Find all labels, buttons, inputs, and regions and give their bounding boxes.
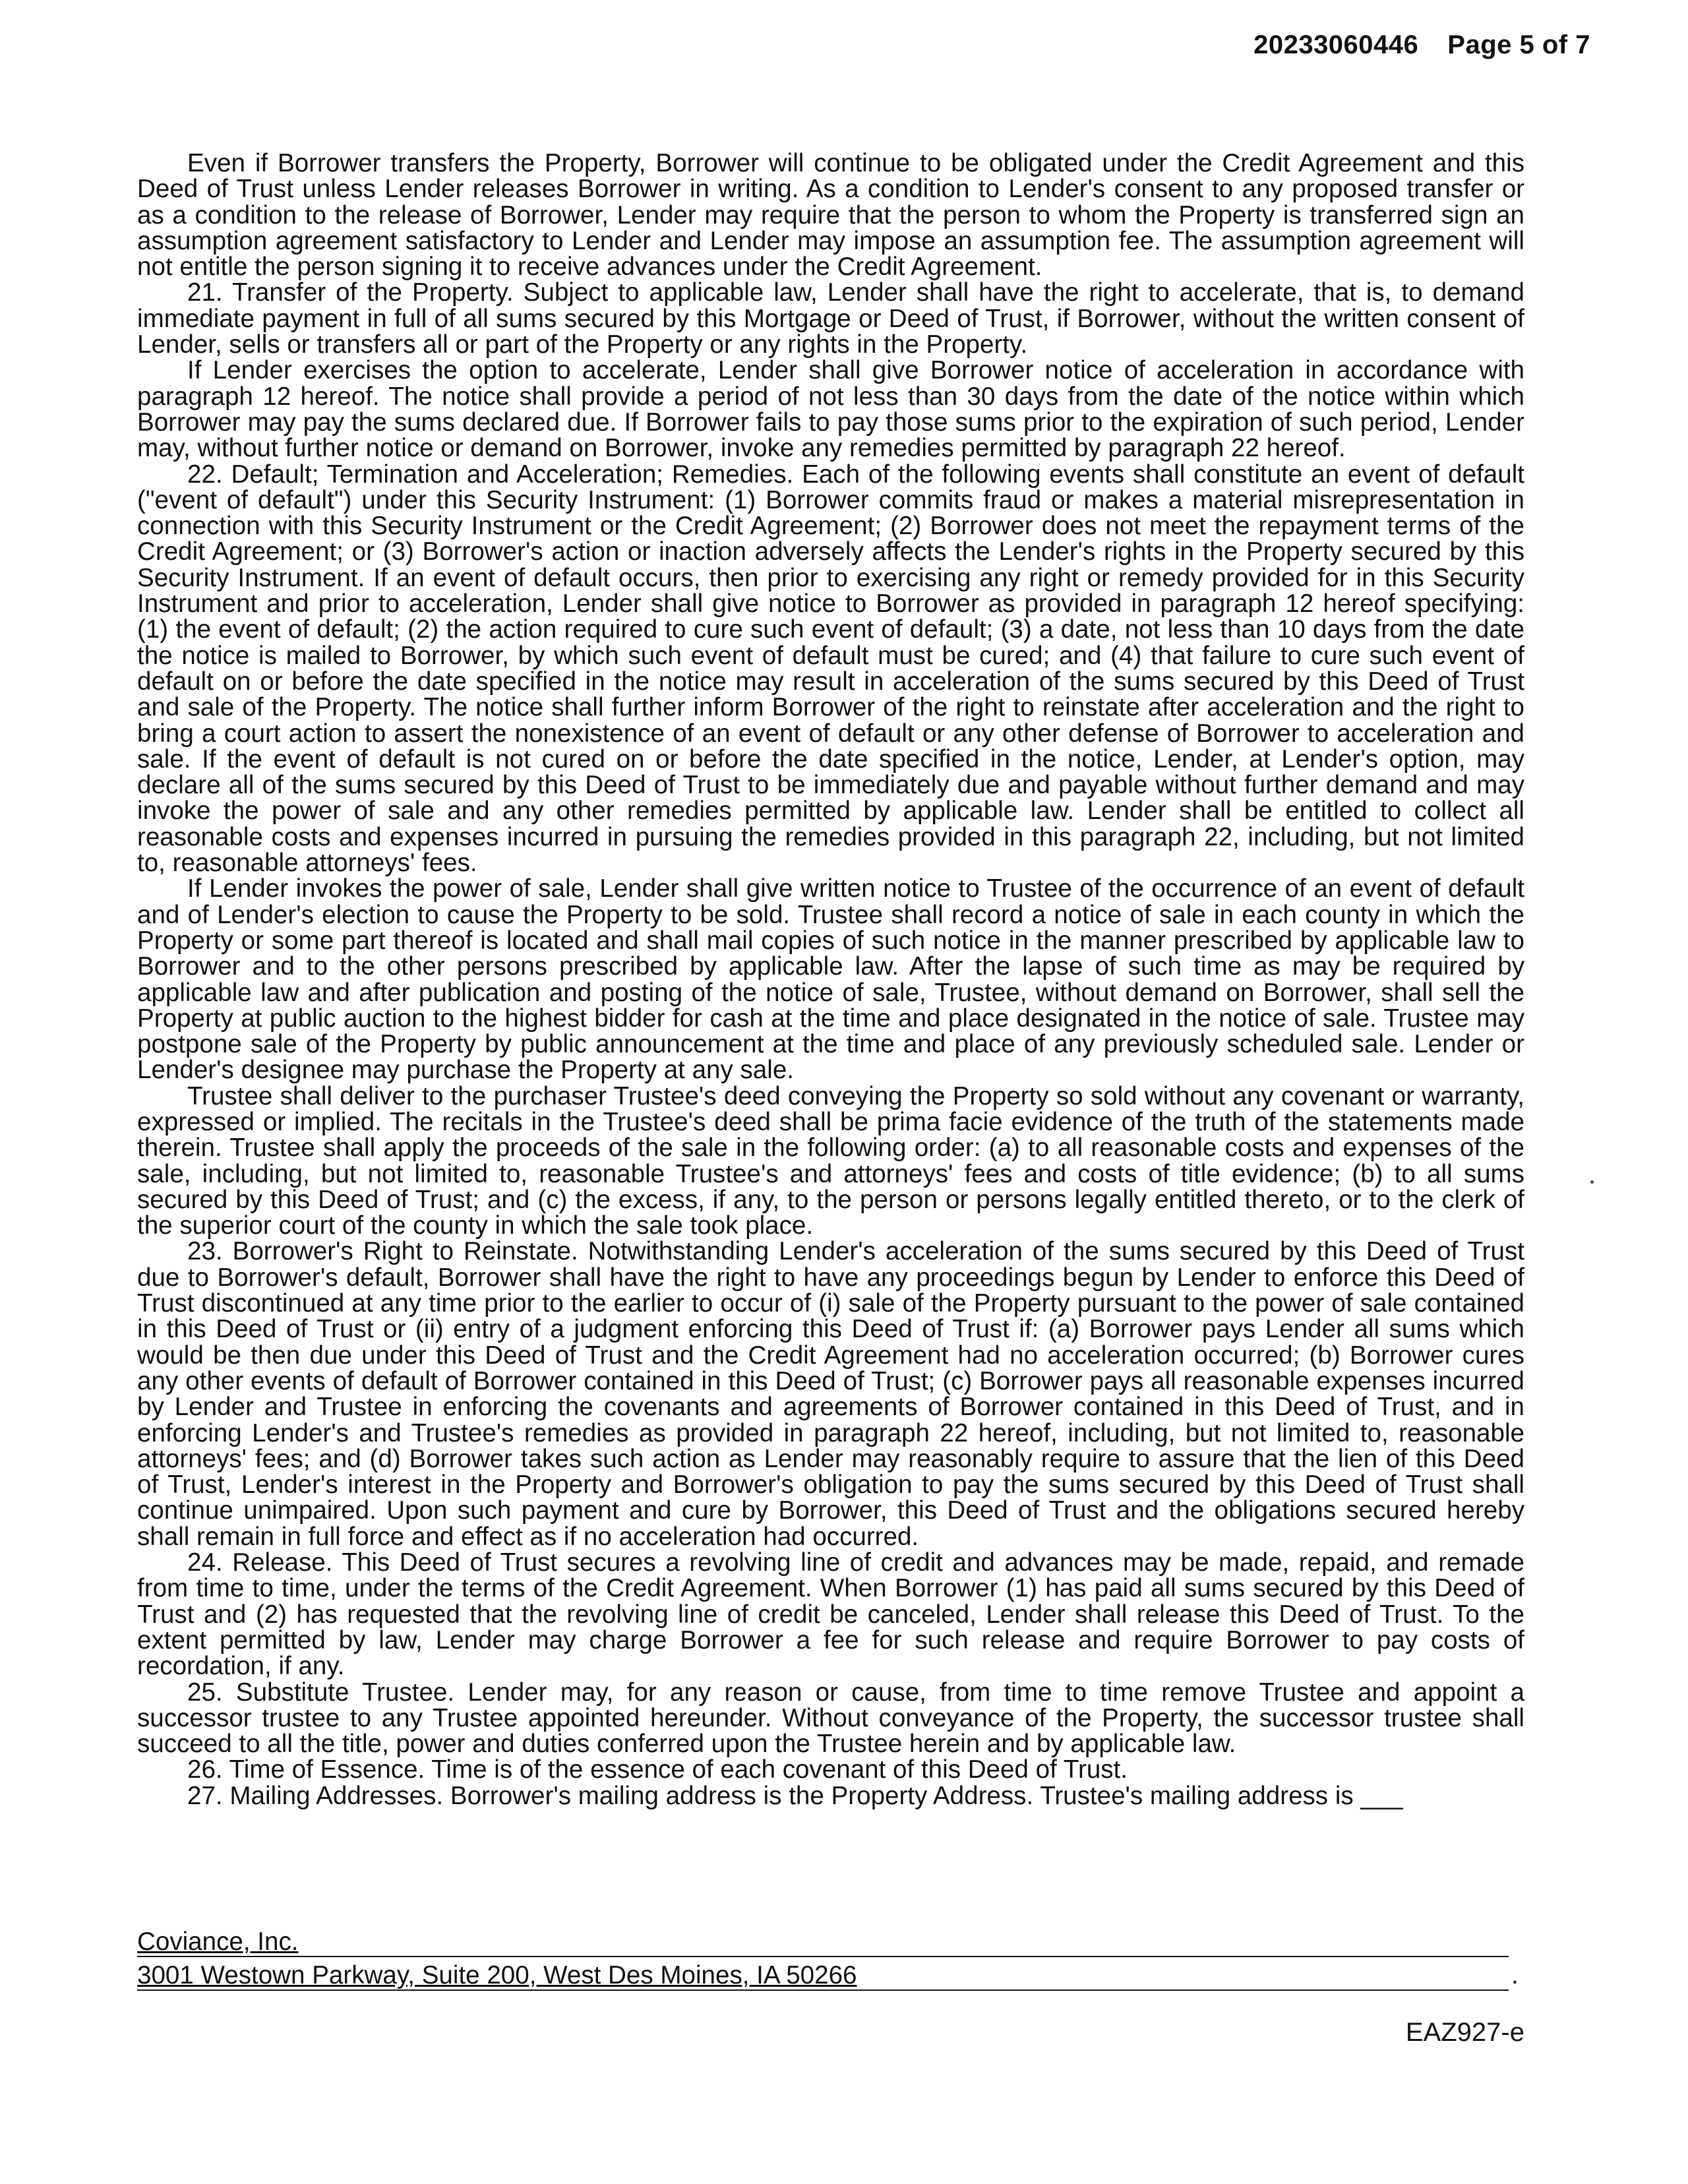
trustee-street-line: 3001 Westown Parkway, Suite 200, West Des Moines, IA 50266: [137, 1962, 1509, 1991]
address-trailing-period: .: [1511, 1961, 1519, 1989]
paragraph-power-of-sale: If Lender invokes the power of sale, Lender shall give written notice to Trustee of the occurrence of an event of default and of Lender's election to cause the Property to be sold. Trustee shall record a notice of sale in each county in which the Property or some part thereof is located and shall mail copies of such notice in the manner prescribed by applicable law to Borrower and to the other persons prescribed by applicable law. After the lapse of such time as may be required by applicable law and after publication and posting of the notice of sale, Trustee, without demand on Borrower, shall sell the Property at public auction to the highest bidder for cash at the time and place designated in the notice of sale. Trustee may postpone sale of the Property by public announcement at the time and place of any previously scheduled sale. Lender or Lender's designee may purchase the Property at any sale.: [137, 874, 1524, 1085]
paragraph-22-default: 22. Default; Termination and Acceleration; Remedies. Each of the following events shall constitute an event of default ("event of default") under this Security Instrument: (1) Borrower commits fraud or makes a material misrepresentation in connection with this Security Instrument or the Credit Agreement; (2) Borrower does not meet the repayment terms of the Credit Agreement; or (3) Borrower's action or inaction adversely affects the Lender's rights in the Property secured by this Security Instrument. If an event of default occurs, then prior to exercising any right or remedy provided for in this Security Instrument and prior to acceleration, Lender shall give notice to Borrower as provided in paragraph 12 hereof specifying: (1) the event of default; (2) the action required to cure such event of default; (3) a date, not less than 10 days from the date the notice is mailed to Borrower, by which such event of default must be cured; and (4) that failure to cure such event of default on or before the date specified in the notice may result in acceleration of the sums secured by this Deed of Trust and sale of the Property. The notice shall further inform Borrower of the right to reinstate after acceleration and the right to bring a court action to assert the nonexistence of an event of default or any other defense of Borrower to acceleration and sale. If the event of default is not cured on or before the date specified in the notice, Lender, at Lender's option, may declare all of the sums secured by this Deed of Trust to be immediately due and payable without further demand and may invoke the power of sale and any other remedies permitted by applicable law. Lender shall be entitled to collect all reasonable costs and expenses incurred in pursuing the remedies provided in this paragraph 22, including, but not limited to, reasonable attorneys' fees.: [137, 460, 1524, 878]
trustee-name-line: Coviance, Inc.: [137, 1929, 1509, 1957]
paragraph-transfer-obligation: Even if Borrower transfers the Property, Borrower will continue to be obligated under the Credit Agreement and this Deed of Trust unless Lender releases Borrower in writing. As a condition to Lender's consent to any proposed transfer or as a condition to the release of Borrower, Lender may require that the person to whom the Property is transferred sign an assumption agreement satisfactory to Lender and Lender may impose an assumption fee. The assumption agreement will not entitle the person signing it to receive advances under the Credit Agreement.: [137, 149, 1524, 282]
paragraph-21-transfer: 21. Transfer of the Property. Subject to applicable law, Lender shall have the right to accelerate, that is, to demand immediate payment in full of all sums secured by this Mortgage or Deed of Trust, if Borrower, without the written consent of Lender, sells or transfers all or part of the Property or any rights in the Property.: [137, 278, 1524, 359]
document-number: 20233060446: [1253, 30, 1419, 59]
trustee-address-block: [137, 1929, 1524, 1996]
page-number: Page 5 of 7: [1447, 30, 1590, 59]
paragraph-23-reinstate: 23. Borrower's Right to Reinstate. Notwithstanding Lender's acceleration of the sums secured by this Deed of Trust due to Borrower's default, Borrower shall have the right to have any proceedings begun by Lender to enforce this Deed of Trust discontinued at any time prior to the earlier to occur of (i) sale of the Property pursuant to the power of sale contained in this Deed of Trust or (ii) entry of a judgment enforcing this Deed of Trust if: (a) Borrower pays Lender all sums which would be then due under this Deed of Trust and the Credit Agreement had no acceleration occurred; (b) Borrower cures any other events of default of Borrower contained in this Deed of Trust; (c) Borrower pays all reasonable expenses incurred by Lender and Trustee in enforcing the covenants and agreements of Borrower contained in this Deed of Trust, and in enforcing Lender's and Trustee's remedies as provided in paragraph 22 hereof, including, but not limited to, reasonable attorneys' fees; and (d) Borrower takes such action as Lender may reasonably require to assure that the lien of this Deed of Trust, Lender's interest in the Property and Borrower's obligation to pay the sums secured by this Deed of Trust shall continue unimpaired. Upon such payment and cure by Borrower, this Deed of Trust and the obligations secured hereby shall remain in full force and effect as if no acceleration had occurred.: [137, 1237, 1524, 1551]
document-body: [137, 150, 1524, 1809]
paragraph-24-release: 24. Release. This Deed of Trust secures a revolving line of credit and advances may be made, repaid, and remade from time to time, under the terms of the Credit Agreement. When Borrower (1) has paid all sums secured by this Deed of Trust and (2) has requested that the revolving line of credit be canceled, Lender shall release this Deed of Trust. To the extent permitted by law, Lender may charge Borrower a fee for such release and require Borrower to pay costs of recordation, if any.: [137, 1548, 1524, 1681]
scan-speck: [1590, 1180, 1594, 1184]
paragraph-27-mailing-addresses: 27. Mailing Addresses. Borrower's mailing address is the Property Address. Trustee's mailing address is ___: [187, 1781, 1403, 1810]
paragraph-26-time-of-essence: 26. Time of Essence. Time is of the essence of each covenant of this Deed of Trust.: [187, 1755, 1128, 1784]
paragraph-trustee-deed: Trustee shall deliver to the purchaser Trustee's deed conveying the Property so sold without any covenant or warranty, expressed or implied. The recitals in the Trustee's deed shall be prima facie evidence of the truth of the statements made therein. Trustee shall apply the proceeds of the sale in the following order: (a) to all reasonable costs and expenses of the sale, including, but not limited to, reasonable Trustee's and attorneys' fees and costs of title evidence; (b) to all sums secured by this Deed of Trust; and (c) the excess, if any, to the person or persons legally entitled thereto, or to the clerk of the superior court of the county in which the sale took place.: [137, 1081, 1524, 1240]
paragraph-25-substitute-trustee: 25. Substitute Trustee. Lender may, for any reason or cause, from time to time remove Trustee and appoint a successor trustee to any Trustee appointed hereunder. Without conveyance of the Property, the successor trustee shall succeed to all the title, power and duties conferred upon the Trustee herein and by applicable law.: [137, 1678, 1524, 1759]
form-code: EAZ927-e: [1405, 2018, 1524, 2047]
paragraph-acceleration-option: If Lender exercises the option to accelerate, Lender shall give Borrower notice of acceleration in accordance with paragraph 12 hereof. The notice shall provide a period of not less than 30 days from the date of the notice within which Borrower may pay the sums declared due. If Borrower fails to pay those sums prior to the expiration of such period, Lender may, without further notice or demand on Borrower, invoke any remedies permitted by paragraph 22 hereof.: [137, 356, 1524, 463]
page-header: [1253, 30, 1590, 60]
